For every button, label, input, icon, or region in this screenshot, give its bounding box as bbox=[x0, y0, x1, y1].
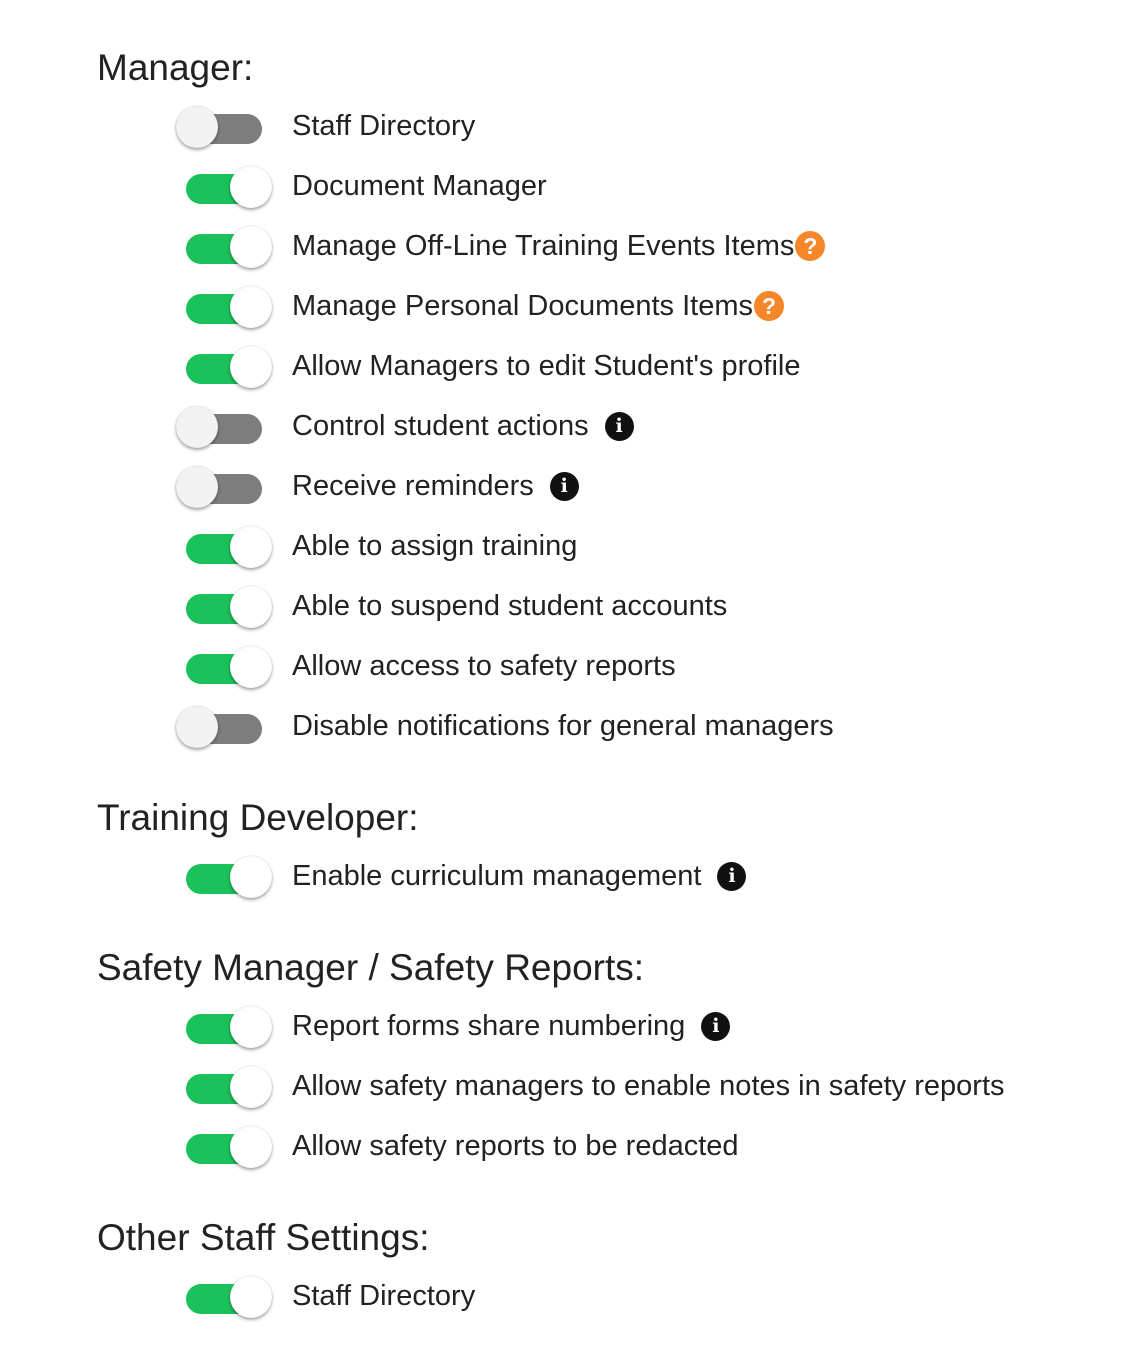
setting-label-text: Disable notifications for general managers bbox=[292, 710, 834, 742]
toggle-knob bbox=[230, 286, 272, 328]
toggle-knob bbox=[230, 1006, 272, 1048]
setting-row bbox=[0, 638, 1128, 698]
setting-row bbox=[0, 1058, 1128, 1118]
safety-reports-redacted-toggle[interactable] bbox=[176, 1126, 272, 1172]
setting-row bbox=[0, 158, 1128, 218]
manage-offline-training-events-toggle[interactable] bbox=[176, 226, 272, 272]
info-icon[interactable]: i bbox=[550, 472, 579, 501]
setting-row bbox=[0, 518, 1128, 578]
toggle-knob bbox=[176, 466, 218, 508]
setting-label bbox=[292, 468, 579, 504]
access-safety-reports-toggle[interactable] bbox=[176, 646, 272, 692]
setting-label-text: Report forms share numbering bbox=[292, 1010, 686, 1042]
setting-label-text: Receive reminders bbox=[292, 470, 534, 502]
toggle-knob bbox=[230, 226, 272, 268]
setting-label bbox=[292, 108, 475, 144]
toggle-knob bbox=[230, 646, 272, 688]
question-mark-icon[interactable]: ? bbox=[754, 291, 784, 321]
setting-row bbox=[0, 578, 1128, 638]
suspend-student-accounts-toggle[interactable] bbox=[176, 586, 272, 632]
setting-label-text: Able to suspend student accounts bbox=[292, 590, 728, 622]
setting-row bbox=[0, 458, 1128, 518]
section-title-training-developer: Training Developer: bbox=[97, 797, 419, 838]
toggle-knob bbox=[230, 346, 272, 388]
setting-label bbox=[292, 348, 800, 384]
toggle-knob bbox=[230, 1126, 272, 1168]
setting-label-text: Allow safety reports to be redacted bbox=[292, 1130, 739, 1162]
setting-label bbox=[292, 288, 784, 324]
edit-student-profile-toggle[interactable] bbox=[176, 346, 272, 392]
safety-notes-toggle[interactable] bbox=[176, 1066, 272, 1112]
setting-row bbox=[0, 1268, 1128, 1328]
assign-training-toggle[interactable] bbox=[176, 526, 272, 572]
setting-label bbox=[292, 858, 746, 894]
document-manager-toggle[interactable] bbox=[176, 166, 272, 212]
section-title-other-staff-settings: Other Staff Settings: bbox=[97, 1217, 430, 1258]
setting-label bbox=[292, 528, 577, 564]
toggle-knob bbox=[230, 526, 272, 568]
toggle-knob bbox=[176, 706, 218, 748]
setting-label bbox=[292, 228, 825, 264]
report-forms-numbering-toggle[interactable] bbox=[176, 1006, 272, 1052]
toggle-knob bbox=[230, 166, 272, 208]
setting-label-text: Staff Directory bbox=[292, 110, 476, 142]
toggle-knob bbox=[176, 406, 218, 448]
section-title-safety-manager: Safety Manager / Safety Reports: bbox=[97, 947, 645, 988]
toggle-knob bbox=[230, 1276, 272, 1318]
setting-row bbox=[0, 278, 1128, 338]
toggle-knob bbox=[230, 1066, 272, 1108]
other-staff-directory-toggle[interactable] bbox=[176, 1276, 272, 1322]
toggle-knob bbox=[230, 856, 272, 898]
setting-label-text: Allow safety managers to enable notes in safety reports bbox=[292, 1070, 1005, 1102]
toggle-knob bbox=[176, 106, 218, 148]
setting-label-text: Able to assign training bbox=[292, 530, 578, 562]
setting-label-text: Document Manager bbox=[292, 170, 547, 202]
setting-row bbox=[0, 398, 1128, 458]
setting-label bbox=[292, 1068, 1005, 1104]
section-title-manager: Manager: bbox=[97, 47, 254, 88]
staff-directory-toggle[interactable] bbox=[176, 106, 272, 152]
setting-label bbox=[292, 168, 547, 204]
toggle-knob bbox=[230, 586, 272, 628]
info-icon[interactable]: i bbox=[717, 862, 746, 891]
setting-label bbox=[292, 408, 634, 444]
setting-row bbox=[0, 698, 1128, 758]
setting-row bbox=[0, 338, 1128, 398]
setting-label-text: Manage Off-Line Training Events Items bbox=[292, 230, 795, 262]
info-icon[interactable]: i bbox=[605, 412, 634, 441]
question-mark-icon[interactable]: ? bbox=[795, 231, 825, 261]
setting-label bbox=[292, 648, 676, 684]
setting-row bbox=[0, 218, 1128, 278]
curriculum-management-toggle[interactable] bbox=[176, 856, 272, 902]
setting-label bbox=[292, 708, 834, 744]
setting-label bbox=[292, 588, 727, 624]
setting-label-text: Enable curriculum management bbox=[292, 860, 702, 892]
disable-notifications-toggle[interactable] bbox=[176, 706, 272, 752]
setting-label-text: Manage Personal Documents Items bbox=[292, 290, 753, 322]
setting-label bbox=[292, 1008, 730, 1044]
setting-row bbox=[0, 848, 1128, 908]
setting-label-text: Staff Directory bbox=[292, 1280, 476, 1312]
manage-personal-documents-toggle[interactable] bbox=[176, 286, 272, 332]
setting-label-text: Allow access to safety reports bbox=[292, 650, 676, 682]
control-student-actions-toggle[interactable] bbox=[176, 406, 272, 452]
setting-label-text: Control student actions bbox=[292, 410, 589, 442]
info-icon[interactable]: i bbox=[701, 1012, 730, 1041]
setting-row bbox=[0, 98, 1128, 158]
receive-reminders-toggle[interactable] bbox=[176, 466, 272, 512]
setting-row bbox=[0, 1118, 1128, 1178]
setting-label bbox=[292, 1278, 475, 1314]
setting-label-text: Allow Managers to edit Student's profile bbox=[292, 350, 801, 382]
setting-row bbox=[0, 998, 1128, 1058]
setting-label bbox=[292, 1128, 739, 1164]
